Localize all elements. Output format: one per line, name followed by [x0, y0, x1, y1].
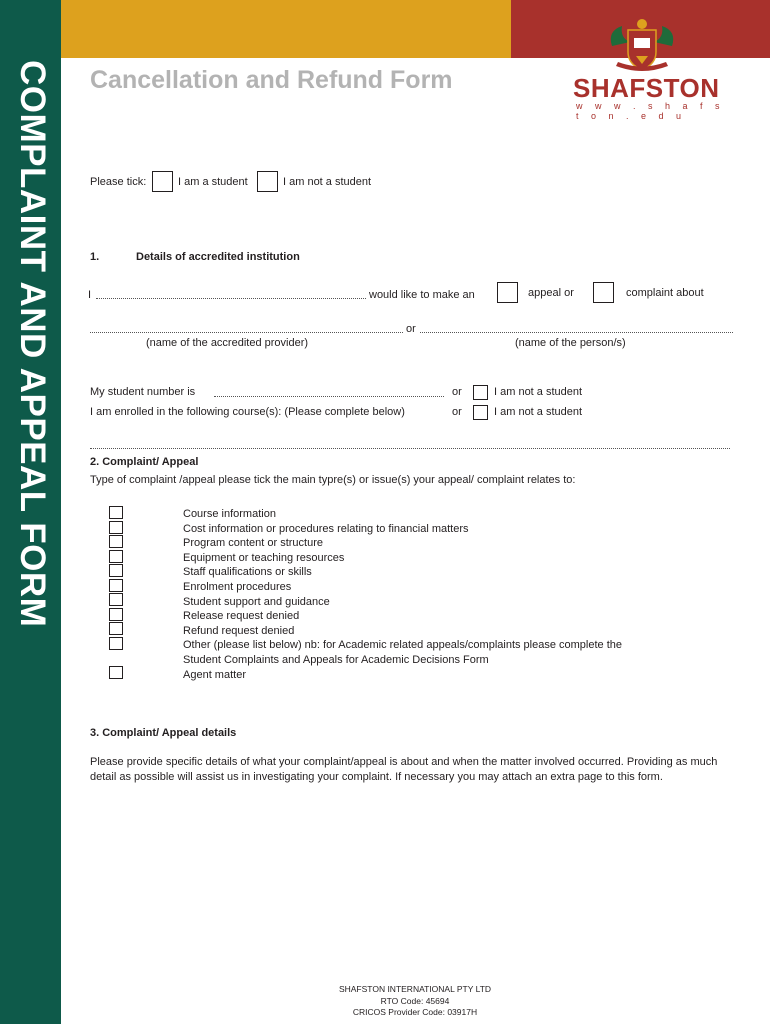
section3-paragraph: Please provide specific details of what your complaint/appeal is about and when the matter involved occurred. Providing as much detail as possible will assist us in investigating your complaint. If necessary you may attach an extra page to this form.	[90, 756, 718, 783]
brand-name: SHAFSTON	[573, 73, 720, 103]
issue-checkbox[interactable]	[109, 564, 123, 577]
list-item: Enrolment procedures	[183, 580, 292, 593]
brand-url: w w w . s h a f s t o n . e d u	[576, 101, 725, 121]
section2-heading: 2. Complaint/ Appeal	[90, 456, 199, 468]
crest-icon	[602, 16, 682, 76]
not-student-label: I am not a student	[283, 176, 372, 188]
student-label: I am a student	[178, 176, 248, 188]
issue-checkbox[interactable]	[109, 550, 123, 563]
enrolled-label: I am enrolled in the following course(s): (Please complete below)	[90, 406, 405, 418]
list-item: Course information	[183, 508, 276, 520]
name-field[interactable]	[96, 298, 366, 299]
list-item: Student Complaints and Appeals for Academic Decisions Form	[183, 653, 489, 666]
provider-field[interactable]	[90, 332, 403, 333]
i-prefix: I	[88, 289, 92, 301]
student-number-field[interactable]	[214, 396, 444, 397]
issue-checkbox[interactable]	[109, 593, 123, 606]
list-item: Equipment or teaching resources	[183, 551, 345, 564]
section1-heading: Details of accredited institution	[136, 251, 300, 263]
please-tick-label: Please tick:	[90, 176, 147, 188]
issue-checkbox[interactable]	[109, 506, 123, 519]
section1-number: 1.	[90, 251, 100, 263]
or-label-1: or	[452, 386, 462, 398]
issue-checkbox[interactable]	[109, 579, 123, 592]
appeal-or-label: appeal or	[528, 287, 574, 299]
not-student-checkbox-2[interactable]	[473, 405, 488, 420]
student-number-label: My student number is	[90, 386, 196, 398]
shafston-logo	[560, 16, 730, 121]
complaint-checkbox[interactable]	[593, 282, 614, 303]
not-student-checkbox-1[interactable]	[473, 385, 488, 400]
section3-heading: 3. Complaint/ Appeal details	[90, 727, 237, 739]
make-an-label: would like to make an	[369, 289, 475, 301]
provider-caption: (name of the accredited provider)	[146, 337, 309, 349]
footer-cricos: CRICOS Provider Code: 03917H	[352, 1007, 478, 1017]
student-checkbox[interactable]	[152, 171, 173, 192]
footer-rto: RTO Code: 45694	[380, 995, 450, 1006]
list-item: Student support and guidance	[183, 595, 330, 608]
issue-checkbox[interactable]	[109, 637, 123, 650]
list-item: Cost information or procedures relating to financial matters	[183, 522, 469, 535]
not-student-label-1: I am not a student	[494, 386, 583, 398]
or-label: or	[406, 323, 416, 335]
page-title: Cancellation and Refund Form	[90, 66, 453, 94]
course-field[interactable]	[90, 448, 730, 449]
not-student-label-2: I am not a student	[494, 406, 583, 418]
list-item: Staff qualifications or skills	[183, 566, 312, 579]
list-item: Other (please list below) nb: for Academic related appeals/complaints please complete the	[183, 639, 623, 652]
complaint-about-label: complaint about	[626, 287, 704, 299]
issue-checkbox[interactable]	[109, 535, 123, 548]
issue-checkbox[interactable]	[109, 666, 123, 679]
header-yellow-bar	[61, 0, 511, 58]
not-student-checkbox[interactable]	[257, 171, 278, 192]
or-label-2: or	[452, 406, 462, 418]
footer	[300, 984, 530, 1019]
persons-caption: (name of the person/s)	[515, 337, 626, 349]
persons-field[interactable]	[420, 332, 733, 333]
list-item: Program content or structure	[183, 537, 324, 550]
list-item: Release request denied	[183, 610, 300, 623]
list-item: Refund request denied	[183, 624, 295, 637]
footer-company: SHAFSTON INTERNATIONAL PTY LTD	[338, 984, 492, 994]
appeal-checkbox[interactable]	[497, 282, 518, 303]
issue-checkbox[interactable]	[109, 622, 123, 635]
section2-instruction: Type of complaint /appeal please tick the main typre(s) or issue(s) your appeal/ complaint relates to:	[90, 474, 576, 486]
list-item: Agent matter	[183, 668, 246, 681]
vertical-form-title: COMPLAINT AND APPEAL FORM	[13, 60, 52, 628]
issue-list	[183, 507, 622, 682]
issue-checkbox[interactable]	[109, 521, 123, 534]
issue-checkbox[interactable]	[109, 608, 123, 621]
sidebar-band	[0, 0, 61, 1024]
